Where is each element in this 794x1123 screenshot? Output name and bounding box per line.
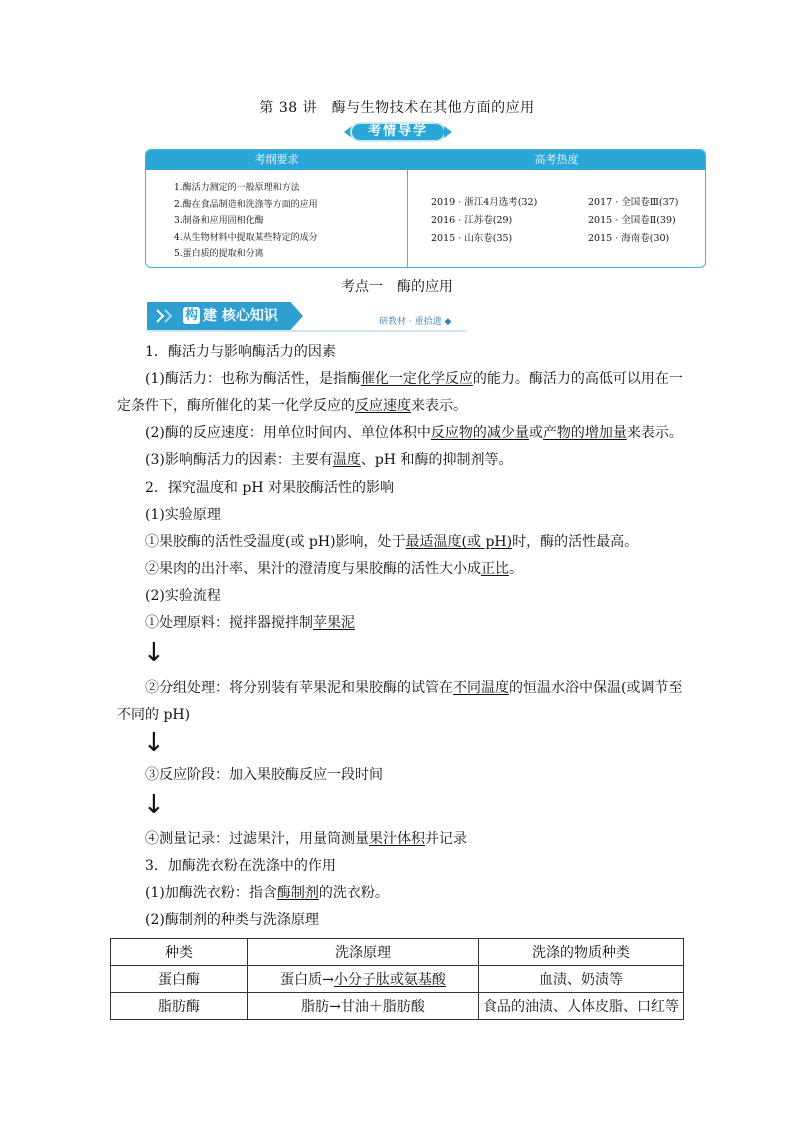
requirements-header: 考纲要求 (254, 153, 299, 166)
answer-blank: 反应速度 (355, 398, 411, 414)
s2-f2-line1 (145, 678, 682, 698)
answer-blank: 苹果泥 (313, 615, 355, 631)
table-row (111, 993, 684, 1020)
text: ④测量记录：过滤果汁，用量筒测量 (145, 831, 369, 847)
text: 、pH 和酶的抑制剂等。 (360, 452, 513, 468)
box-header (146, 150, 705, 170)
s2-sub2: (2)实验流程 (145, 588, 221, 604)
lecture-title: 第 38 讲 酶与生物技术在其他方面的应用 (259, 100, 535, 116)
knowledge-label: 建 核心知识 (203, 308, 278, 324)
text: 并记录 (425, 831, 467, 847)
text: 的能力。酶活力的高低可以用在一 (472, 371, 683, 387)
requirement-item: 3.制备和应用固相化酶 (174, 216, 264, 226)
heat-list-left (431, 194, 537, 248)
s2-f3: ③反应阶段：加入果胶酶反应一段时间 (145, 767, 383, 783)
text: ①果胶酶的活性受温度(或 pH)影响，处于 (145, 534, 406, 550)
core-knowledge-banner (147, 302, 467, 330)
s2-a1 (145, 532, 638, 552)
flow-arrow-down-icon: ↓ (143, 728, 165, 758)
text: (2)酶的反应速度：用单位时间内、单位体积中 (145, 425, 431, 441)
answer-blank: 正比 (481, 561, 509, 577)
table-header-cell: 洗涤原理 (248, 939, 479, 966)
text: ①处理原料：搅拌器搅拌制 (145, 615, 313, 631)
heat-list-right (588, 194, 678, 248)
text: (3)影响酶活力的因素：主要有 (145, 452, 333, 468)
requirement-item: 2.酶在食品制造和洗涤等方面的应用 (174, 199, 318, 210)
requirement-item: 4.从生物材料中提取某些特定的成分 (174, 232, 318, 243)
knowledge-icon-char: 构 (184, 308, 198, 323)
heat-header: 高考热度 (534, 153, 579, 166)
s1-heading: 1．酶活力与影响酶活力的因素 (145, 344, 336, 360)
answer-blank: 果汁体积 (369, 831, 425, 847)
s1-p1-line2 (117, 396, 467, 416)
table-cell: 脂肪→甘油＋脂肪酸 (248, 993, 479, 1020)
chevrons-icon (155, 309, 179, 323)
text: ②果肉的出汁率、果汁的澄清度与果胶酶的活性大小成 (145, 561, 481, 577)
table-cell (248, 966, 479, 993)
answer-blank: 产物的增加量 (542, 425, 627, 441)
enzyme-table (110, 938, 684, 1020)
text: 定条件下，酶所催化的某一化学反应的 (117, 398, 355, 414)
s1-p3 (145, 450, 512, 470)
answer-blank: 温度 (332, 452, 361, 468)
table-cell: 蛋白酶 (111, 966, 248, 993)
table-cell: 脂肪酶 (111, 993, 248, 1020)
s2-f4 (145, 829, 467, 849)
heat-item: 2016 · 江苏卷(29) (431, 215, 513, 226)
table-cell: 食品的油渍、人体皮脂、口红等 (479, 993, 684, 1020)
s2-heading: 2．探究温度和 pH 对果胶酶活性的影响 (145, 480, 394, 496)
box-divider (407, 170, 408, 267)
knowledge-underline (147, 330, 467, 332)
flow-arrow-down-icon: ↓ (143, 790, 165, 820)
heat-item: 2015 · 全国卷Ⅱ(39) (588, 215, 676, 226)
answer-blank: 催化一定化学反应 (360, 371, 473, 387)
requirement-item: 1.酶活力测定的一般原理和方法 (174, 183, 300, 193)
table-header-cell: 洗涤的物质种类 (479, 939, 684, 966)
text: (1)酶活力：也称为酶活性，是指酶 (145, 371, 361, 387)
requirements-list (174, 180, 318, 263)
text: (1)加酶洗衣粉：指含 (145, 885, 277, 901)
heat-item: 2015 · 山东卷(35) (431, 233, 513, 244)
s2-f2-line2: 不同的 pH) (117, 707, 191, 723)
answer-blank: 小分子肽或氨基酸 (333, 972, 446, 988)
answer-blank: 反应物的减少量 (430, 425, 529, 441)
s2-sub1: (1)实验原理 (145, 507, 221, 523)
s2-a2 (145, 559, 523, 579)
knowledge-subtitle: 研教材 · 重拾遗 ◆ (379, 317, 452, 327)
answer-blank: 不同温度 (453, 680, 509, 696)
text: 来表示。 (626, 425, 683, 441)
answer-blank: 最适温度(或 pH) (405, 534, 513, 550)
table-header-cell: 种类 (111, 939, 248, 966)
text: 时，酶的活性最高。 (512, 534, 639, 550)
s1-p2 (145, 423, 683, 443)
text: 来表示。 (411, 398, 467, 414)
text: 的恒温水浴中保温(或调节至 (509, 680, 683, 696)
s3-p2: (2)酶制剂的种类与洗涤原理 (145, 912, 319, 928)
table-row (111, 966, 684, 993)
s1-p1-line1 (145, 369, 683, 389)
flow-arrow-down-icon: ↓ (143, 638, 165, 668)
text: 蛋白质→ (280, 972, 334, 988)
text: 的洗衣粉。 (318, 885, 389, 901)
text: ②分组处理：将分别装有苹果泥和果胶酶的试管在 (145, 680, 453, 696)
text: 。 (509, 561, 523, 577)
s3-heading: 3．加酶洗衣粉在洗涤中的作用 (145, 858, 336, 874)
table-cell: 血渍、奶渍等 (479, 966, 684, 993)
text: 或 (528, 425, 543, 441)
answer-blank: 酶制剂 (276, 885, 319, 901)
section-title: 考点一 酶的应用 (341, 279, 453, 295)
s3-p1 (145, 883, 389, 903)
s2-f1 (145, 613, 355, 633)
heat-item: 2019 · 浙江4月选考(32) (431, 197, 538, 208)
heat-item: 2015 · 海南卷(30) (588, 233, 670, 244)
exam-info-box (145, 149, 706, 268)
requirement-item: 5.蛋白质的提取和分离 (174, 249, 264, 259)
table-header-row (111, 939, 684, 966)
banner-text: 考情导学 (367, 124, 428, 139)
exam-guide-banner (344, 120, 452, 142)
heat-item: 2017 · 全国卷Ⅲ(37) (588, 197, 679, 208)
